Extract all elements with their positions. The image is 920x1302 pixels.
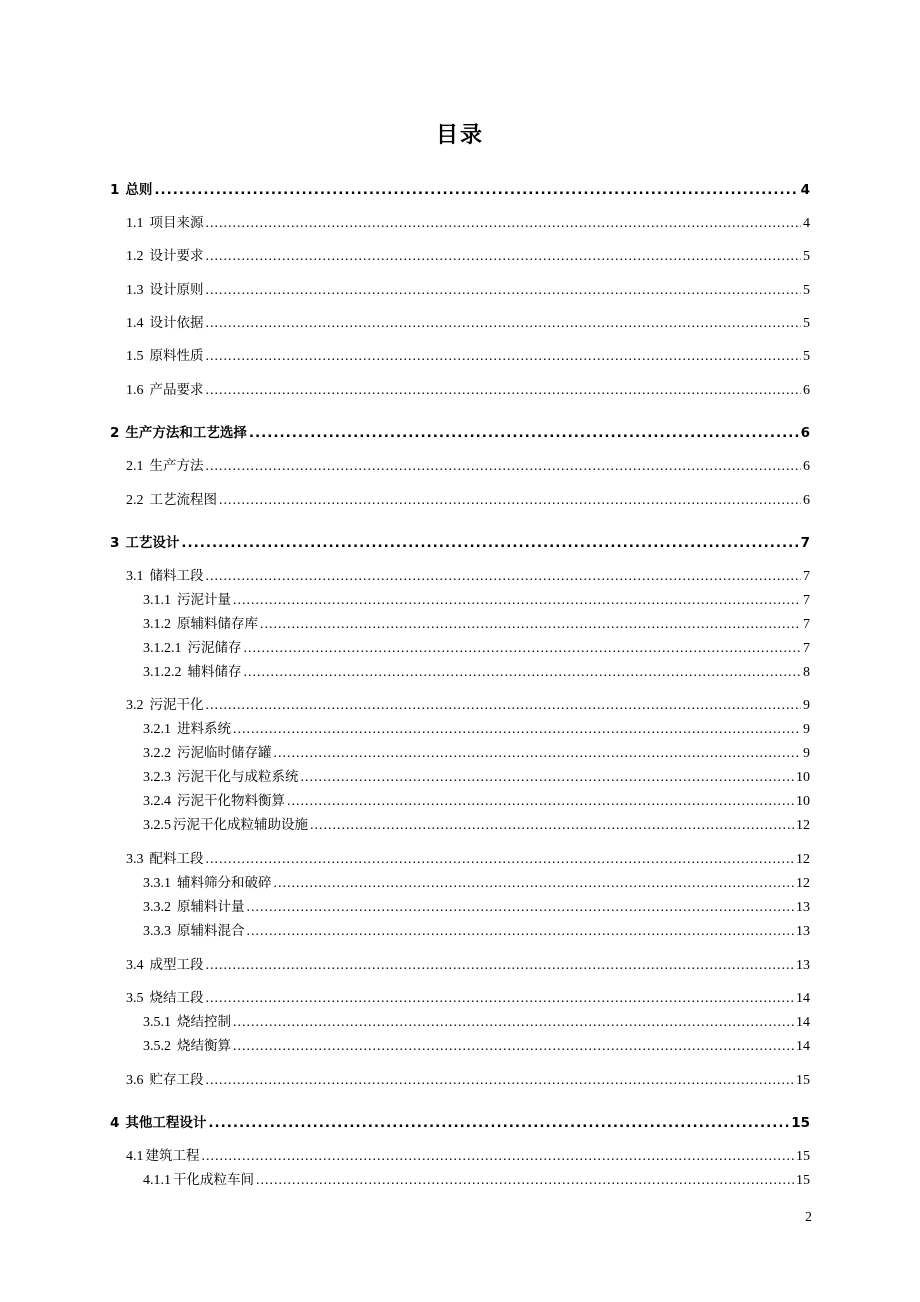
- toc-number: 3.5.2: [143, 1039, 171, 1054]
- toc-number: 1.4: [126, 316, 144, 331]
- toc-label: 污泥临时储存罐: [177, 745, 272, 761]
- toc-page: 7: [803, 593, 810, 608]
- toc-leader: [260, 616, 801, 634]
- toc-label: 设计要求: [149, 248, 204, 264]
- toc-leader: [206, 697, 802, 715]
- toc-number: 3.5.1: [143, 1015, 171, 1030]
- toc-page: 13: [796, 900, 810, 915]
- toc-leader: [233, 592, 801, 610]
- toc-leader: [233, 1038, 794, 1056]
- toc-leader: [206, 382, 802, 400]
- toc-label: 生产方法: [149, 458, 204, 474]
- toc-label: 原辅料计量: [177, 899, 245, 915]
- toc-number: 4.1: [126, 1149, 144, 1164]
- toc-label: 辅料储存: [187, 664, 242, 680]
- toc-label: 工艺设计: [125, 535, 180, 551]
- toc-number: 3.1.1: [143, 593, 171, 608]
- toc-entry-3-6[interactable]: [126, 1071, 810, 1090]
- toc-label: 设计依据: [149, 315, 204, 331]
- page-number: 2: [805, 1210, 812, 1225]
- toc-page: 13: [796, 958, 810, 973]
- toc-entry-3-1-1[interactable]: [143, 591, 810, 610]
- toc-label: 项目来源: [149, 215, 204, 231]
- toc-leader: [256, 1172, 794, 1190]
- toc-page: 9: [803, 746, 810, 761]
- toc-page: 5: [803, 316, 810, 331]
- toc-number: 3.3.1: [143, 876, 171, 891]
- toc-label: 污泥储存: [187, 640, 242, 656]
- toc-leader: [310, 817, 794, 835]
- toc-label: 干化成粒车间: [173, 1172, 254, 1188]
- toc-entry-3-5[interactable]: [126, 989, 810, 1008]
- toc-leader: [206, 458, 802, 476]
- toc-page: 5: [803, 349, 810, 364]
- toc-entry-3-5-1[interactable]: [143, 1013, 810, 1032]
- toc-page: 15: [796, 1149, 810, 1164]
- toc-entry-4-1-1[interactable]: [143, 1171, 810, 1190]
- toc-page: 10: [796, 794, 810, 809]
- page-title: 目录: [435, 123, 484, 148]
- toc-entry-3-1-2-2[interactable]: [143, 663, 810, 682]
- toc-page: 8: [803, 665, 810, 680]
- toc-label: 污泥干化与成粒系统: [177, 769, 299, 785]
- toc-number: 3.2.2: [143, 746, 171, 761]
- toc-page: 12: [796, 876, 810, 891]
- toc-entry-2-1[interactable]: [126, 457, 810, 476]
- toc-entry-3-5-2[interactable]: [143, 1037, 810, 1056]
- toc-number: 3.2.3: [143, 770, 171, 785]
- toc-leader: [181, 534, 798, 552]
- toc-page: 12: [796, 818, 810, 833]
- toc-number: 3.3.2: [143, 900, 171, 915]
- toc-number: 1.1: [126, 216, 144, 231]
- toc-entry-3-2-4[interactable]: [143, 792, 810, 811]
- toc-leader: [274, 745, 802, 763]
- toc-number: 2.1: [126, 459, 144, 474]
- toc-page: 5: [803, 283, 810, 298]
- toc-entry-3-3[interactable]: [126, 850, 810, 869]
- toc-page: 6: [800, 425, 810, 441]
- toc-entry-2-2[interactable]: [126, 491, 810, 510]
- toc-leader: [154, 181, 798, 199]
- toc-page: 10: [796, 770, 810, 785]
- toc-label: 其他工程设计: [125, 1115, 207, 1131]
- toc-number: 3: [110, 535, 120, 551]
- toc-page: 15: [791, 1115, 810, 1131]
- toc-page: 7: [803, 569, 810, 584]
- toc-label: 原料性质: [149, 348, 204, 364]
- toc-number: 3.3.3: [143, 924, 171, 939]
- toc-label: 工艺流程图: [149, 492, 217, 508]
- toc-number: 3.6: [126, 1073, 144, 1088]
- toc-leader: [219, 492, 801, 510]
- toc-leader: [206, 215, 802, 233]
- toc-number: 1.3: [126, 283, 144, 298]
- toc-leader: [287, 793, 794, 811]
- toc-leader: [206, 990, 795, 1008]
- toc-page: 9: [803, 698, 810, 713]
- toc-label: 污泥干化物料衡算: [177, 793, 285, 809]
- toc-label: 烧结衡算: [177, 1038, 231, 1054]
- toc-number: 3.1.2.1: [143, 641, 182, 656]
- toc-entry-1-4[interactable]: [126, 314, 810, 333]
- toc-label: 原辅料储存库: [177, 616, 258, 632]
- toc-number: 3.5: [126, 991, 144, 1006]
- toc-leader: [274, 875, 795, 893]
- toc-entry-3-3-1[interactable]: [143, 874, 810, 893]
- toc-number: 2.2: [126, 493, 144, 508]
- toc-entry-1[interactable]: [110, 181, 810, 199]
- toc-entry-3-4[interactable]: [126, 956, 810, 975]
- toc-leader: [206, 1072, 795, 1090]
- toc-label: 生产方法和工艺选择: [125, 425, 247, 441]
- toc-entry-3-2-1[interactable]: [143, 720, 810, 739]
- toc-label: 产品要求: [149, 382, 204, 398]
- toc-leader: [206, 851, 795, 869]
- toc-leader: [206, 568, 802, 586]
- toc-page: 4: [800, 182, 810, 198]
- toc-page: 13: [796, 924, 810, 939]
- toc-number: 3.2.4: [143, 794, 171, 809]
- toc-entry-1-2[interactable]: [126, 247, 810, 266]
- toc-label: 进料系统: [177, 721, 231, 737]
- toc-number: 4: [110, 1115, 120, 1131]
- toc-entry-1-1[interactable]: [126, 214, 810, 233]
- toc-leader: [244, 640, 802, 658]
- toc-page: 14: [796, 1039, 810, 1054]
- toc-number: 1.2: [126, 249, 144, 264]
- toc-entry-3-2-3[interactable]: [143, 768, 810, 787]
- toc-leader: [233, 1014, 794, 1032]
- toc-label: 污泥干化: [149, 697, 204, 713]
- toc-leader: [206, 282, 802, 300]
- toc-number: 2: [110, 425, 120, 441]
- toc-leader: [247, 899, 795, 917]
- toc-entry-3-2[interactable]: [126, 696, 810, 715]
- toc-label: 总则: [125, 182, 153, 198]
- toc-entry-1-6[interactable]: [126, 381, 810, 400]
- toc-page: 6: [803, 383, 810, 398]
- toc-label: 辅料筛分和破碎: [177, 875, 272, 891]
- toc-number: 3.2.1: [143, 722, 171, 737]
- toc-page: 7: [803, 617, 810, 632]
- toc-page: 5: [803, 249, 810, 264]
- toc-label: 烧结控制: [177, 1014, 231, 1030]
- toc-page: 9: [803, 722, 810, 737]
- toc-label: 成型工段: [149, 957, 204, 973]
- toc-page: 7: [800, 535, 810, 551]
- toc-entry-3-3-3[interactable]: [143, 922, 810, 941]
- toc-label: 建筑工程: [145, 1148, 200, 1164]
- toc-page: 14: [796, 1015, 810, 1030]
- toc-label: 贮存工段: [149, 1072, 204, 1088]
- toc-entry-3-2-5[interactable]: [143, 816, 810, 835]
- toc-number: 4.1.1: [143, 1173, 171, 1188]
- toc-leader: [244, 664, 802, 682]
- toc-page: 4: [803, 216, 810, 231]
- toc-leader: [249, 424, 799, 442]
- toc-entry-3-2-2[interactable]: [143, 744, 810, 763]
- toc-page: 12: [796, 852, 810, 867]
- toc-entry-3-1-2-1[interactable]: [143, 639, 810, 658]
- toc-label: 设计原则: [149, 282, 204, 298]
- toc-number: 3.1.2.2: [143, 665, 182, 680]
- toc-leader: [206, 957, 795, 975]
- toc-leader: [208, 1114, 789, 1132]
- toc-page: 6: [803, 459, 810, 474]
- toc-number: 3.1.2: [143, 617, 171, 632]
- toc-page: 15: [796, 1173, 810, 1188]
- toc-label: 污泥计量: [177, 592, 231, 608]
- toc-label: 储料工段: [149, 568, 204, 584]
- toc-page: 6: [803, 493, 810, 508]
- toc-number: 3.3: [126, 852, 144, 867]
- toc-label: 原辅料混合: [177, 923, 245, 939]
- toc-entry-3-1[interactable]: [126, 567, 810, 586]
- toc-leader: [206, 315, 802, 333]
- toc-number: 3.4: [126, 958, 144, 973]
- toc-number: 1.5: [126, 349, 144, 364]
- toc-label: 烧结工段: [149, 990, 204, 1006]
- toc-entry-3-1-2[interactable]: [143, 615, 810, 634]
- toc-label: 污泥干化成粒辅助设施: [173, 817, 308, 833]
- toc-entry-1-3[interactable]: [126, 281, 810, 300]
- toc-page: 7: [803, 641, 810, 656]
- toc-entry-1-5[interactable]: [126, 347, 810, 366]
- toc-label: 配料工段: [149, 851, 204, 867]
- toc-number: 1.6: [126, 383, 144, 398]
- toc-leader: [206, 348, 802, 366]
- toc-number: 3.1: [126, 569, 144, 584]
- toc-leader: [233, 721, 801, 739]
- toc-entry-3-3-2[interactable]: [143, 898, 810, 917]
- toc-entry-4[interactable]: [110, 1114, 810, 1132]
- toc-entry-4-1[interactable]: [126, 1147, 810, 1166]
- toc-number: 3.2: [126, 698, 144, 713]
- toc-leader: [247, 923, 795, 941]
- toc-leader: [301, 769, 795, 787]
- toc-leader: [206, 248, 802, 266]
- toc-number: 1: [110, 182, 120, 198]
- toc-number: 3.2.5: [143, 818, 171, 833]
- toc-leader: [202, 1148, 795, 1166]
- toc-entry-2[interactable]: [110, 424, 810, 442]
- toc-page: 15: [796, 1073, 810, 1088]
- toc-page: 14: [796, 991, 810, 1006]
- toc-entry-3[interactable]: [110, 534, 810, 552]
